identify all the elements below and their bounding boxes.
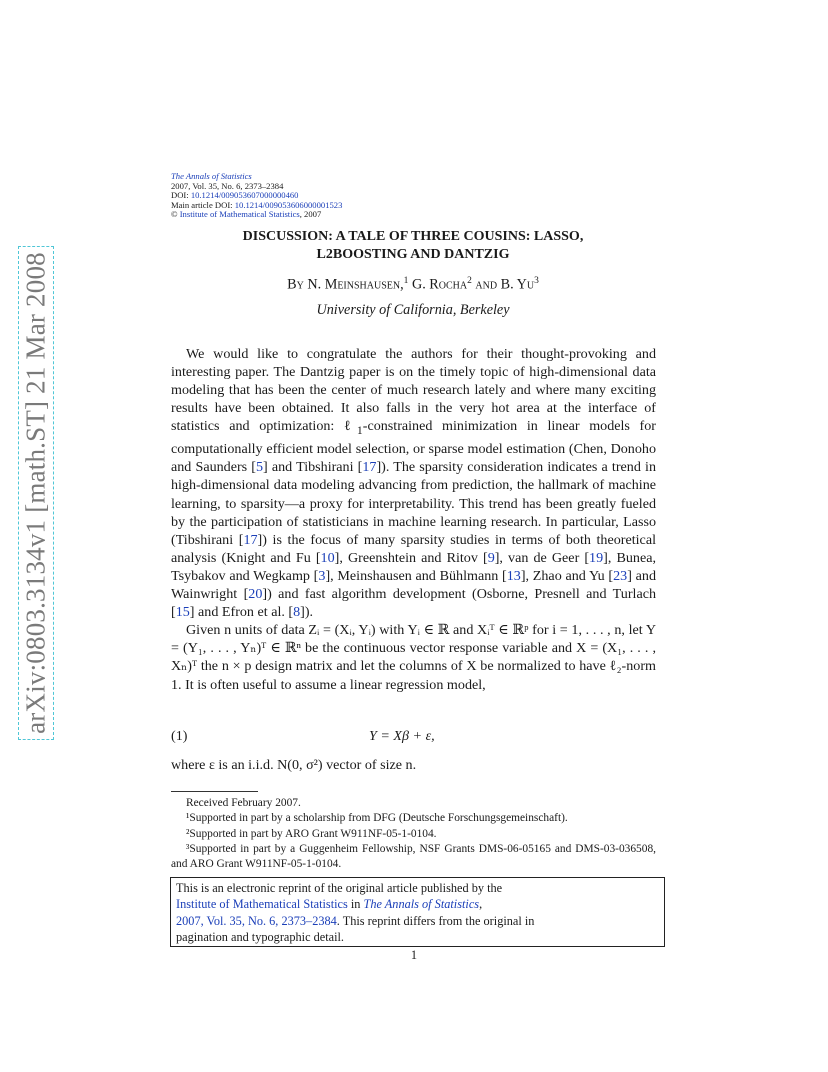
footnote-rule [171,791,258,792]
citation-link[interactable]: 20 [248,586,263,603]
ims-link[interactable]: Institute of Mathematical Statistics [179,209,300,220]
text-run: ], Meinshausen and Bühlmann [ [325,567,507,584]
author-line [171,276,655,294]
page-number: 1 [410,948,418,962]
journal-name[interactable]: The Annals of Statistics [171,171,252,181]
reprint-text: . This reprint differs from the original in [336,913,535,928]
footnote-1: ¹Supported in part by a scholarship from DFG (Deutsche Forschungsgemeinschaft). [186,812,568,825]
text-run: -constrained minimization in linear models for computationally efficient model selection, or sparse model estimation (Chen, Donoho and Saunders [ [171,418,656,476]
arxiv-stamp [18,246,54,740]
text-run: ]) is the focus of many sparsity studies in terms of both theoretical analysis (Knight and Fu [ [171,531,656,566]
text-run: ], Greenshtein and Ritov [ [334,549,488,566]
footnote-2: ²Supported in part by ARO Grant W911NF-05-1-0104. [186,827,437,840]
text-run: ]). The sparsity consideration indicates a trend in high-dimensional data modeling advancing from prediction, the hallmark of machine learning, to sparsity—a proxy for interpretability. This trend has been greatly fueled by the participation of statisticians in machine learning research. In particular, Lasso (Tibshirani [ [171,459,656,548]
title-line-1: DISCUSSION: A TALE OF THREE COUSINS: LASSO, [242,229,584,244]
reprint-comma: , [479,897,483,912]
text-run: We would like to congratulate the authors for their thought-provoking and interesting paper. The Dantzig paper is on the timely topic of high-dimensional data modeling that has been the center of much research lately and where many exciting results have been obtained. It also falls in the very hot area at the interface of statistics and optimization: ℓ [171,346,656,435]
citation-link[interactable]: 8 [293,604,301,621]
copyright-line [171,210,342,220]
paper-title [171,228,655,264]
received-date: Received February 2007. [186,797,301,809]
affiliation: University of California, Berkeley [316,302,510,318]
author-3: and B. Yu [471,276,535,293]
equation-expression: Y = Xβ + ε, [369,728,435,744]
copyright-icon: © [171,209,178,220]
citation-link[interactable]: 15 [175,604,190,621]
citation-link[interactable]: 9 [487,549,495,566]
journal-reprint-link[interactable]: The Annals of Statistics [363,897,480,912]
reprint-line-2 [176,896,659,912]
text-run: ]) and fast algorithm development (Osborne, Presnell and Turlach [ [171,586,656,621]
footnotes [171,796,656,872]
reprint-line-3 [176,913,659,929]
reprint-line-4: pagination and typographic detail. [176,929,345,944]
ims-reprint-link[interactable]: Institute of Mathematical Statistics [176,897,348,912]
citation-link[interactable]: 5 [255,459,264,476]
text-run: ] and Wainwright [ [171,567,656,603]
reprint-in: in [347,897,364,912]
paragraph-intro [171,345,656,621]
text-run: ]). [300,604,314,621]
citation-link[interactable]: 17 [243,531,258,548]
title-line-2: L2BOOSTING AND DANTZIG [316,247,510,262]
subscript: 1 [356,424,363,438]
doi-link[interactable]: 10.1214/009053607000000460 [190,190,299,201]
journal-header [171,172,342,220]
text-run: ], Zhao and Yu [ [520,567,614,584]
equation-number: (1) [171,728,188,744]
reprint-notice [170,877,665,947]
copyright-year: , 2007 [299,209,322,220]
equation-note: where ε is an i.i.d. N(0, σ²) vector of size n. [171,757,417,773]
author-1: By N. Meinshausen, [287,276,404,293]
author-1-footnote-mark: 1 [403,276,409,286]
citation-link[interactable]: 17 [362,459,377,476]
author-2: G. Rocha [408,276,468,293]
citation-link[interactable]: 23 [613,567,628,584]
doi-label: DOI: [171,190,191,201]
paragraph-setup: Given n units of data Zᵢ = (Xᵢ, Yᵢ) with Yᵢ ∈ ℝ and Xᵢᵀ ∈ ℝᵖ for i = 1, . . . , n, let Y = (Y₁, . . . , Yₙ)ᵀ ∈ ℝⁿ be the continuous vector response variable and X = (X₁, . . . , Xₙ)ᵀ the n × p design matrix and let the columns of X be normalized to have ℓ₂-norm 1. It is often useful to assume a linear regression model, [171,622,656,693]
citation-link[interactable]: 13 [506,567,521,584]
main-doi-label: Main article DOI: [171,199,235,210]
text-run: ], van de Geer [ [494,549,590,566]
text-run: ] and Efron et al. [ [189,604,294,621]
volume-reprint-link[interactable]: 2007, Vol. 35, No. 6, 2373–2384 [176,913,337,928]
reprint-line-1: This is an electronic reprint of the original article published by the [176,881,503,895]
citation-link[interactable]: 3 [318,567,326,584]
body-text [171,345,656,694]
author-3-footnote-mark: 3 [534,276,539,286]
citation-link[interactable]: 19 [589,549,604,566]
arxiv-id: arXiv:0803.3134v1 [math.ST] 21 Mar 2008 [20,252,51,734]
citation-link[interactable]: 10 [320,549,335,566]
author-2-footnote-mark: 2 [467,276,472,286]
main-doi-link[interactable]: 10.1214/009053606000001523 [234,199,343,210]
journal-volume: 2007, Vol. 35, No. 6, 2373–2384 [171,180,284,191]
footnote-3: ³Supported in part by a Guggenheim Fellowship, NSF Grants DMS-06-05165 and DMS-03-036508, and ARO Grant W911NF-05-1-0104. [171,842,656,871]
text-run: ], Bunea, Tsybakov and Wegkamp [ [171,549,656,584]
text-run: ] and Tibshirani [ [263,459,363,476]
